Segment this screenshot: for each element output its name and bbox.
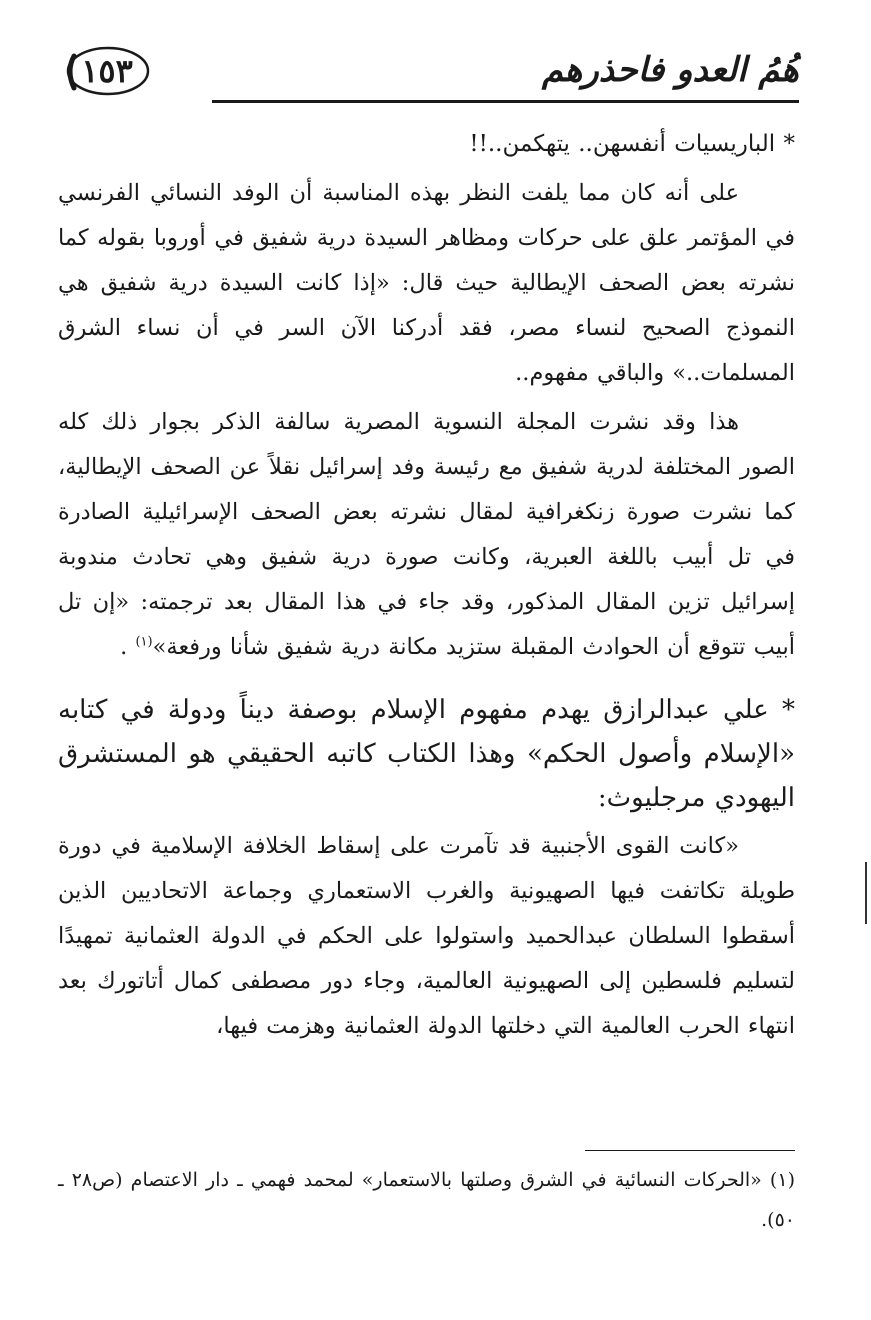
page-number: ١٥٣ [81, 52, 133, 90]
margin-mark [865, 862, 867, 924]
paragraph-feminist-magazine [58, 400, 795, 670]
page-body [58, 122, 795, 1049]
paragraph-feminist-magazine-text: هذا وقد نشرت المجلة النسوية المصرية سالفة الذكر بجوار ذلك كله الصور المختلفة لدرية شفيق مع رئيسة وفد إسرائيل نقلاً عن الصحف الإيطالية، كما نشرت صورة زنكغرافية لمقال نشرته بعض الصحف الإسرائيلية الصادرة في تل أبيب باللغة العبرية، وكانت صورة درية شفيق وهي تحادث مندوبة إسرائيل تزين المقال المذكور، وقد جاء في هذا المقال بعد ترجمته: «إن تل أبيب تتوقع أن الحوادث المقبلة ستزيد مكانة درية شفيق شأنا ورفعة» [58, 409, 795, 660]
header-rule [212, 100, 799, 103]
page-header [64, 40, 799, 110]
paragraph-caliphate-conspiracy: «كانت القوى الأجنبية قد تآمرت على إسقاط الخلافة الإسلامية في دورة طويلة تكاتفت فيها الصهيونية والغرب الاستعماري وجماعة الاتحاديين الذين أسقطوا السلطان عبدالحميد واستولوا على الحكم في الدولة العثمانية تمهيدًا لتسليم فلسطين إلى الصهيونية العالمية، وجاء دور مصطفى كمال أتاتورك بعد انتهاء الحرب العالمية التي دخلتها الدولة العثمانية وهزمت فيها، [58, 833, 795, 1039]
running-title: هُمُ العدو فاحذرهم [541, 50, 799, 90]
footnote-reference[interactable]: (١) [135, 634, 153, 650]
section-heading-ali-abdelrazek: * علي عبدالرازق يهدم مفهوم الإسلام بوصفة ديناً ودولة في كتابه «الإسلام وأصول الحكم» وهذا الكتاب كاتبه الحقيقي هو المستشرق اليهودي مرجليوث: [58, 695, 795, 813]
footnote-separator [585, 1150, 795, 1151]
paragraph-french-delegation: على أنه كان مما يلفت النظر بهذه المناسبة أن الوفد النسائي الفرنسي في المؤتمر علق على حركات ومظاهر السيدة درية شفيق في أوروبا بقوله كما نشرته بعض الصحف الإيطالية حيث قال: «إذا كانت السيدة درية شفيق هي النموذج الصحيح لنساء مصر، فقد أدركنا الآن السر في أن نساء الشرق المسلمات..» والباقي مفهوم.. [58, 180, 795, 386]
footnote-1: (١) «الحركات النسائية في الشرق وصلتها بالاستعمار» لمحمد فهمي ـ دار الاعتصام (ص٢٨ ـ ٥٠). [58, 1169, 795, 1231]
paragraph-feminist-magazine-tail: . [120, 634, 136, 660]
page-number-badge [64, 44, 150, 98]
section-heading-parisians: * الباريسيات أنفسهن.. يتهكمن..!! [469, 131, 795, 157]
